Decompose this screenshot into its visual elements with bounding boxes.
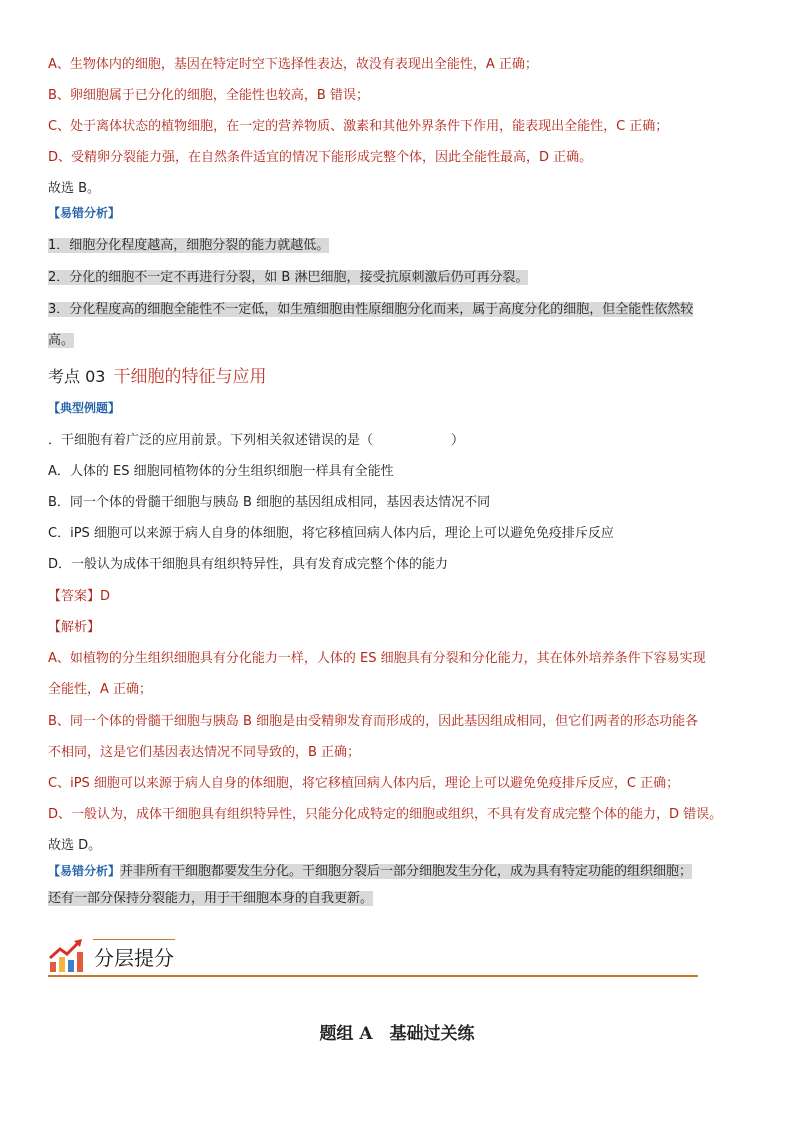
ex-choose-line: 故选 D。 bbox=[48, 838, 102, 853]
bar-2 bbox=[59, 957, 65, 972]
error-item-2-text: 2．分化的细胞不一定不再进行分裂，如 B 淋巴细胞，接受抗原刺激后仍可再分裂。 bbox=[48, 270, 529, 285]
error-item-2 bbox=[48, 268, 528, 288]
option-b: B．同一个体的骨髓干细胞与胰岛 B 细胞的基因组成相同，基因表达情况不同 bbox=[48, 495, 491, 510]
answer-line bbox=[48, 587, 110, 607]
error-item-3-text: 3．分化程度高的细胞全能性不一定低，如生殖细胞由性原细胞分化而来，属于高度分化的细胞，但全能性依然较 bbox=[48, 302, 694, 317]
error-analysis-2-cont bbox=[48, 889, 373, 909]
error-item-1 bbox=[48, 236, 329, 256]
analysis-line-d: D、受精卵分裂能力强，在自然条件适宜的情况下能形成完整个体，因此全能性最高，D 正确。 bbox=[48, 150, 593, 165]
analysis-label: 【解析】 bbox=[48, 620, 101, 635]
answer-value: D bbox=[100, 589, 111, 604]
kaodian-label: 考点 03 bbox=[48, 367, 106, 386]
section-divider bbox=[48, 975, 698, 977]
section-title: 分层提分 bbox=[94, 946, 174, 970]
bar-4 bbox=[77, 952, 83, 972]
section-top-rule bbox=[93, 939, 175, 940]
error-item-3-cont bbox=[48, 331, 74, 351]
bar-3 bbox=[68, 960, 74, 972]
ex-analysis-line-3: B、同一个体的骨髓干细胞与胰岛 B 细胞是由受精卵发育而形成的，因此基因组成相同，但它们两者的形态功能各 bbox=[48, 714, 699, 729]
trend-line bbox=[50, 942, 79, 958]
analysis-line-c: C、处于离体状态的植物细胞，在一定的营养物质、激素和其他外界条件下作用，能表现出全能性，C 正确； bbox=[48, 119, 669, 134]
group-title: 题组 A 基础过关练 bbox=[319, 1024, 475, 1044]
option-d: D．一般认为成体干细胞具有组织特异性，具有发育成完整个体的能力 bbox=[48, 557, 449, 572]
growth-chart-icon bbox=[48, 938, 84, 974]
example-heading: 【典型例题】 bbox=[48, 401, 121, 415]
ex-analysis-line-4: 不相同，这是它们基因表达情况不同导致的，B 正确； bbox=[48, 745, 361, 760]
kaodian-title: 干细胞的特征与应用 bbox=[113, 367, 267, 387]
kaodian-heading bbox=[48, 367, 266, 387]
ex-analysis-line-1: A、如植物的分生组织细胞具有分化能力一样，人体的 ES 细胞具有分裂和分化能力，其在体外培养条件下容易实现 bbox=[48, 651, 706, 666]
question-stem: ．干细胞有着广泛的应用前景。下列相关叙述错误的是（ ） bbox=[48, 433, 465, 448]
analysis-line-a: A、生物体内的细胞，基因在特定时空下选择性表达，故没有表现出全能性，A 正确； bbox=[48, 57, 538, 72]
option-c: C．iPS 细胞可以来源于病人自身的体细胞，将它移植回病人体内后，理论上可以避免免疫排斥反应 bbox=[48, 526, 614, 541]
error-analysis-2-line2: 还有一部分保持分裂能力，用于干细胞本身的自我更新。 bbox=[48, 891, 374, 906]
error-analysis-heading: 【易错分析】 bbox=[48, 206, 121, 220]
choose-line: 故选 B。 bbox=[48, 181, 101, 196]
ex-analysis-line-5: C、iPS 细胞可以来源于病人自身的体细胞，将它移植回病人体内后，理论上可以避免免疫排斥反应，C 正确； bbox=[48, 776, 680, 791]
bar-1 bbox=[50, 962, 56, 972]
error-item-3-cont-text: 高。 bbox=[48, 333, 75, 348]
analysis-line-b: B、卵细胞属于已分化的细胞，全能性也较高，B 错误； bbox=[48, 88, 369, 103]
error-item-3 bbox=[48, 300, 693, 320]
ex-analysis-line-2: 全能性，A 正确； bbox=[48, 682, 153, 697]
error-analysis-2 bbox=[48, 861, 692, 882]
error-analysis-2-heading: 【易错分析】 bbox=[48, 864, 121, 878]
option-a: A．人体的 ES 细胞同植物体的分生组织细胞一样具有全能性 bbox=[48, 464, 394, 479]
ex-analysis-line-6: D、一般认为，成体干细胞具有组织特异性，只能分化成特定的细胞或组织，不具有发育成完整个体的能力，D 错误。 bbox=[48, 807, 723, 822]
error-analysis-2-line1: 并非所有干细胞都要发生分化。干细胞分裂后一部分细胞发生分化，成为具有特定功能的组织细胞； bbox=[120, 864, 693, 879]
answer-label: 【答案】 bbox=[48, 589, 101, 604]
error-item-1-text: 1．细胞分化程度越高，细胞分裂的能力就越低。 bbox=[48, 238, 330, 253]
